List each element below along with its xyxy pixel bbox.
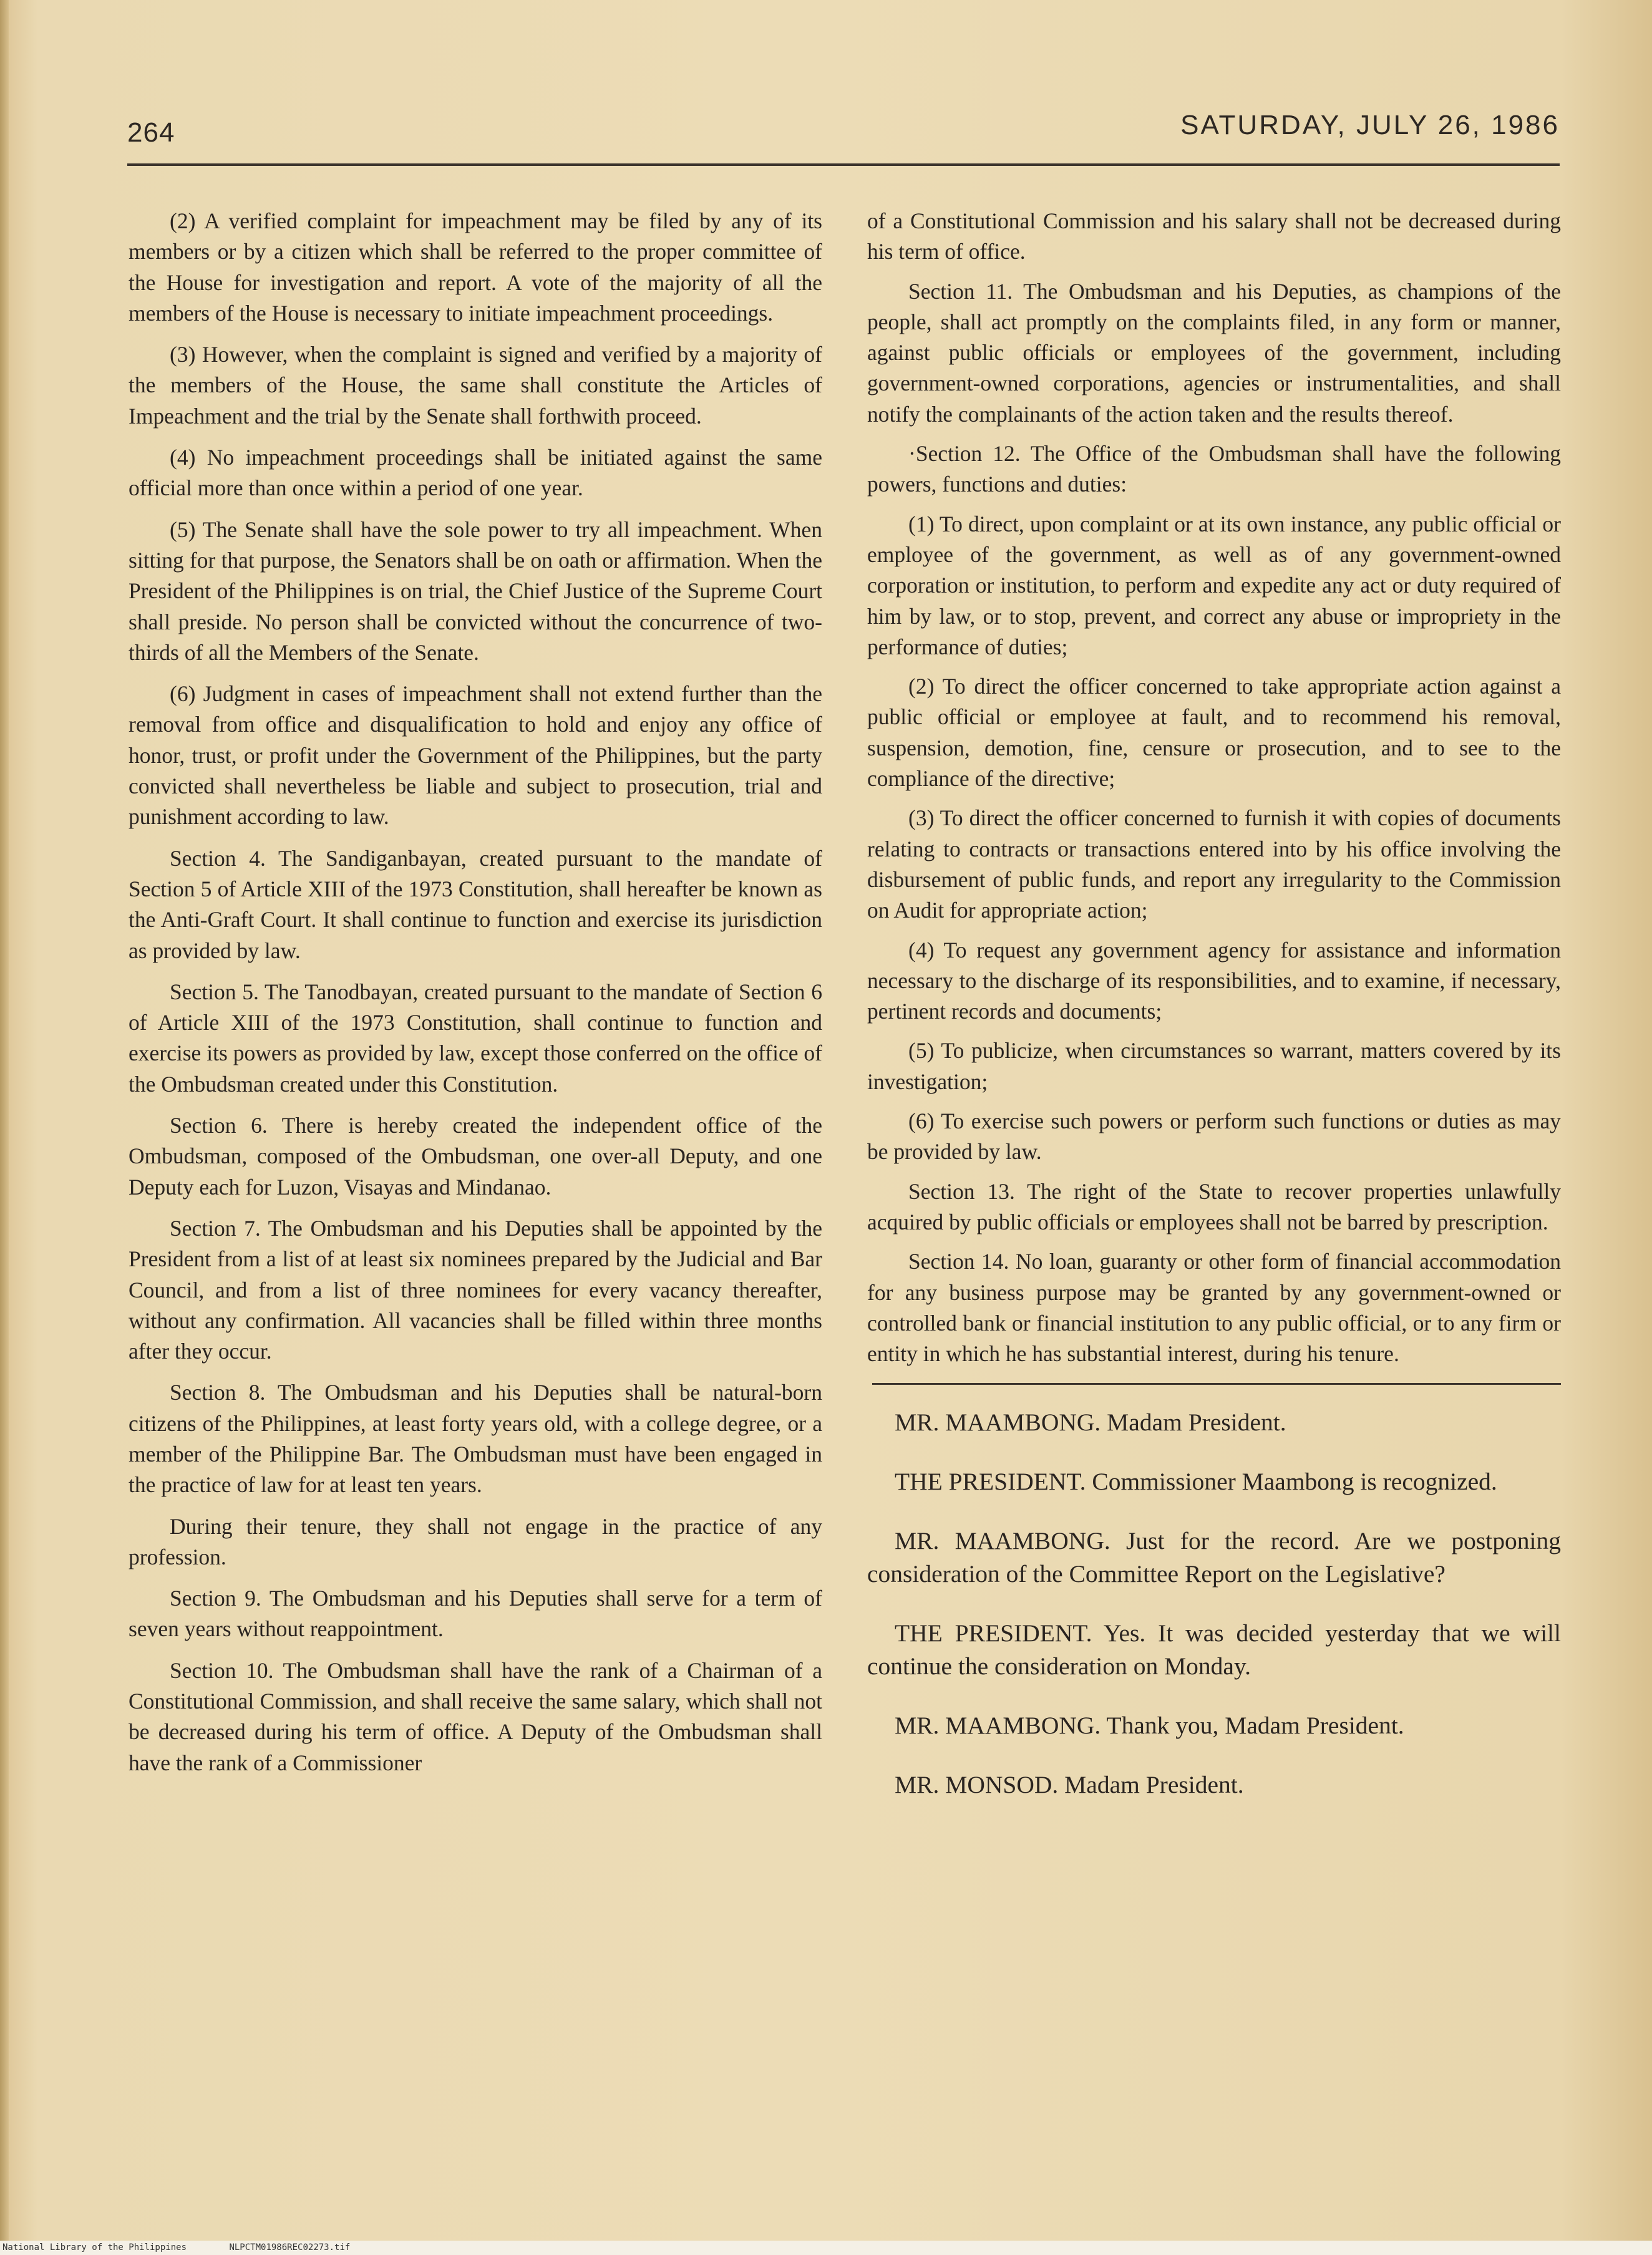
paragraph: (3) To direct the officer concerned to furnish it with copies of documents relating to contracts or transactions entered into by his office involving the disbursement of public funds, and report any irregularity to the Commission on Audit for appropriate action; (867, 805, 1561, 923)
paragraph: ·Section 12. The Office of the Ombudsman shall have the following powers, functions and duties: (867, 441, 1561, 497)
dialogue-line: MR. MAAMBONG. Madam President. (895, 1409, 1286, 1437)
paragraph: (1) To direct, upon complaint or at its own instance, any public official or employee of the government, as well as of any government-owned corporation or institution, to perform and expedite any act or duty required of him by law, or to stop, prevent, and correct any abuse or impropriety in the performance of duties; (867, 511, 1561, 659)
paragraph: Section 6. There is hereby created the independent office of the Ombudsman, composed of the Ombudsman, one over-all Deputy, and one Deputy each for Luzon, Visayas and Mindanao. (129, 1113, 822, 1200)
section-rule (872, 1383, 1561, 1385)
paragraph: (3) However, when the complaint is signed and verified by a majority of the members of the House, the same shall constitute the Articles of Impeachment and the trial by the Senate shall forthwith proceed. (129, 342, 822, 429)
paragraph: (6) Judgment in cases of impeachment shall not extend further than the removal from office and disqualification to hold and enjoy any office of honor, trust, or profit under the Government of the Philippines, but the party convicted shall nevertheless be liable and subject to prosecution, trial and punishment according to law. (129, 681, 822, 830)
page-number: 264 (127, 117, 175, 148)
paragraph: Section 8. The Ombudsman and his Deputies shall be natural-born citizens of the Philippines, at least forty years old, with a college degree, or a member of the Philippine Bar. The Ombudsman must have been engaged in the practice of law for at least ten years. (129, 1380, 822, 1498)
footer-library: National Library of the Philippines (2, 2243, 187, 2253)
dialogue-line: MR. MAAMBONG. Just for the record. Are we postponing consideration of the Committee Report on the Legislative? (867, 1527, 1561, 1588)
paragraph: Section 14. No loan, guaranty or other form of financial accommodation for any business purpose may be granted by any government-owned or controlled bank or financial institution to any public official, or to any firm or entity in which he has substantial interest, during his tenure. (867, 1249, 1561, 1367)
left-column (129, 206, 822, 1789)
paragraph: Section 9. The Ombudsman and his Deputies shall serve for a term of seven years without reappointment. (129, 1586, 822, 1642)
paragraph: Section 7. The Ombudsman and his Deputies shall be appointed by the President from a list of at least six nominees prepared by the Judicial and Bar Council, and from a list of three nominees for every vacancy thereafter, without any confirmation. All vacancies shall be filled within three months after they occur. (129, 1215, 822, 1364)
dialogue-line: THE PRESIDENT. Commissioner Maambong is recognized. (895, 1468, 1497, 1496)
paragraph: Section 5. The Tanodbayan, created pursuant to the mandate of Section 6 of Article XIII of the 1973 Constitution, shall continue to function and exercise its powers as provided by law, except those conferred on the office of the Ombudsman created under this Constitution. (129, 979, 822, 1097)
paragraph: During their tenure, they shall not engage in the practice of any profession. (129, 1513, 822, 1569)
paragraph: Section 11. The Ombudsman and his Deputies, as champions of the people, shall act promptly on the complaints filed, in any form or manner, against public officials or employees of the government, including government-owned corporations, agencies or instrumentalities, and shall notify the complainants of the action taken and the results thereof. (867, 278, 1561, 427)
paragraph: (4) No impeachment proceedings shall be initiated against the same official more than once within a period of one year. (129, 445, 822, 501)
dialogue-line: MR. MAAMBONG. Thank you, Madam President. (895, 1712, 1404, 1740)
paragraph: (4) To request any government agency for assistance and information necessary to the discharge of its responsibilities, and to examine, if necessary, pertinent records and documents; (867, 937, 1561, 1024)
paragraph: (5) To publicize, when circumstances so warrant, matters covered by its investigation; (867, 1038, 1561, 1094)
dialogue-line: THE PRESIDENT. Yes. It was decided yesterday that we will continue the consideration on Monday. (867, 1619, 1561, 1680)
paragraph-continuation: of a Constitutional Commission and his salary shall not be decreased during his term of office. (867, 208, 1561, 264)
paragraph: Section 10. The Ombudsman shall have the rank of a Chairman of a Constitutional Commission, and shall receive the same salary, which shall not be decreased during his term of office. A Deputy of the Ombudsman shall have the rank of a Commissioner (129, 1657, 822, 1775)
paragraph: (2) A verified complaint for impeachment may be filed by any of its members or by a citizen which shall be referred to the proper committee of the House for investigation and report. A vote of the majority of all the members of the House is necessary to initiate impeachment proceedings. (129, 208, 822, 326)
paragraph: (6) To exercise such powers or perform such functions or duties as may be provided by law. (867, 1108, 1561, 1165)
paragraph: (5) The Senate shall have the sole power to try all impeachment. When sitting for that purpose, the Senators shall be on oath or affirmation. When the President of the Philippines is on trial, the Chief Justice of the Supreme Court shall preside. No person shall be convicted without the concurrence of two-thirds of all the Members of the Senate. (129, 516, 822, 665)
dialogue-line: MR. MONSOD. Madam President. (895, 1771, 1244, 1799)
paragraph: (2) To direct the officer concerned to take appropriate action against a public official or employee at fault, and to recommend his removal, suspension, demotion, fine, censure or prosecution, and to see to the compliance of the directive; (867, 674, 1561, 792)
paragraph: Section 4. The Sandiganbayan, created pursuant to the mandate of Section 5 of Article XIII of the 1973 Constitution, shall hereafter be known as the Anti-Graft Court. It shall continue to function and exercise its jurisdiction as provided by law. (129, 845, 822, 963)
header-rule (127, 163, 1560, 166)
page-date: SATURDAY, JULY 26, 1986 (1180, 110, 1560, 140)
footer-file: NLPCTM01986REC02273.tif (229, 2243, 351, 2253)
scan-footer (0, 2241, 1652, 2255)
paragraph: Section 13. The right of the State to recover properties unlawfully acquired by public officials or employees shall not be barred by prescription. (867, 1178, 1561, 1234)
right-column (867, 206, 1561, 1828)
binding-edge (0, 0, 9, 2241)
